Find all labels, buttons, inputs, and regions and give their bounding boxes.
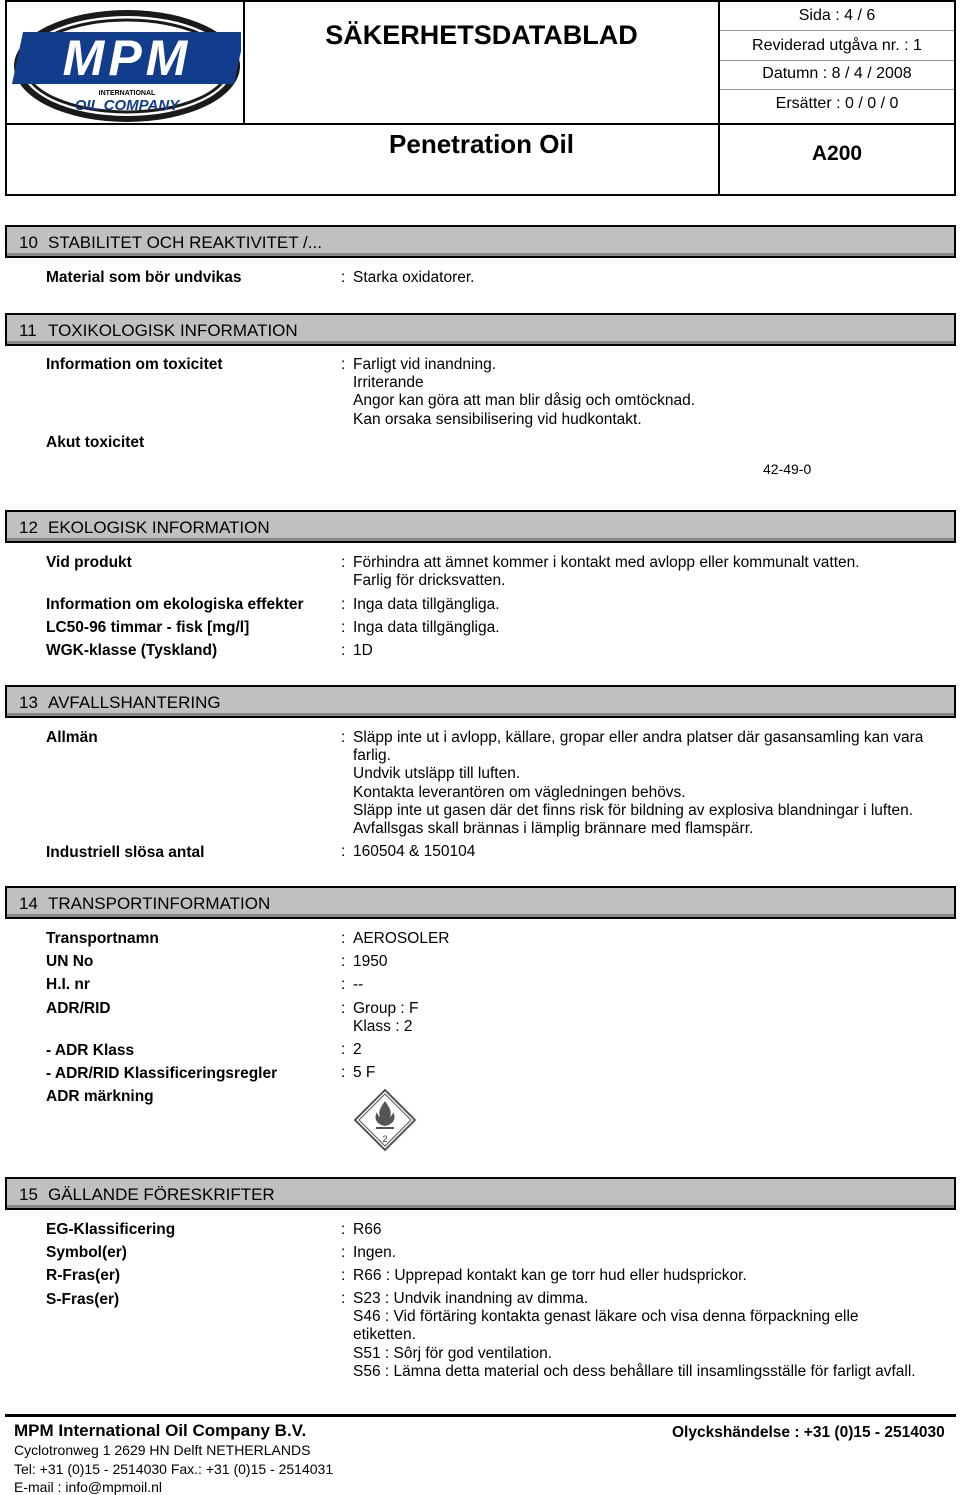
section-header-12 [5, 510, 956, 543]
colon: : [341, 930, 346, 947]
field-label: Transportnamn [46, 930, 159, 947]
footer-email: E-mail : info@mpmoil.nl [14, 1479, 163, 1495]
section-header-15 [5, 1177, 956, 1210]
field-value: R66 : Upprepad kontakt kan ge torr hud eller hudsprickor. [353, 1267, 747, 1284]
section-number: 13 [19, 693, 38, 712]
footer-emergency-phone: Olyckshändelse : +31 (0)15 - 2514030 [672, 1424, 945, 1441]
field-value: R66 [353, 1221, 382, 1238]
colon: : [341, 642, 346, 659]
section-title: EKOLOGISK INFORMATION [48, 518, 270, 537]
field-label: UN No [46, 953, 94, 970]
field-label: Industriell slösa antal [46, 844, 205, 861]
field-label: Akut toxicitet [46, 434, 145, 451]
field-value: Ingen. [353, 1244, 397, 1261]
colon: : [341, 1000, 346, 1017]
section-number: 14 [19, 894, 38, 913]
field-label: S-Fras(er) [46, 1291, 120, 1308]
colon: : [341, 843, 346, 860]
field-label: H.I. nr [46, 976, 90, 993]
footer-divider [5, 1414, 956, 1417]
footer-address: Cyclotronweg 1 2629 HN Delft NETHERLANDS [14, 1442, 311, 1458]
field-label: Information om ekologiska effekter [46, 596, 304, 613]
section-header-14 [5, 886, 956, 919]
revision-date: Datumn : 8 / 4 / 2008 [762, 65, 912, 82]
page-number: Sida : 4 / 6 [798, 7, 876, 24]
colon: : [341, 356, 346, 373]
field-label: EG-Klassificering [46, 1221, 176, 1238]
field-value: Group : F Klass : 2 [353, 1000, 419, 1036]
section-header-11 [5, 313, 956, 346]
field-label: Information om toxicitet [46, 356, 223, 373]
divider [720, 30, 954, 31]
field-label: R-Fras(er) [46, 1267, 121, 1284]
section-number: 11 [19, 321, 37, 340]
colon: : [341, 1244, 346, 1261]
field-label: ADR märkning [46, 1088, 154, 1105]
field-value: S23 : Undvik inandning av dimma. S46 : Vid förtäring kontakta genast läkare och visa denna förpackning elle etiketten. S51 : Sôrj för god ventilation. S56 : Lämna detta material och dess behållare till insamlingsställe för farligt avfall. [353, 1290, 916, 1380]
footer-company: MPM International Oil Company B.V. [14, 1421, 307, 1440]
field-value: -- [353, 976, 364, 993]
acute-toxicity-code: 42-49-0 [763, 461, 812, 477]
section-number: 15 [19, 1185, 38, 1204]
field-value: 1D [353, 642, 373, 659]
field-value: Förhindra att ämnet kommer i kontakt med avlopp eller kommunalt vatten. Farlig för dricksvatten. [353, 554, 860, 590]
field-value: Inga data tillgängliga. [353, 596, 500, 613]
colon: : [341, 269, 346, 286]
svg-text:2: 2 [382, 1134, 388, 1144]
section-title: GÄLLANDE FÖRESKRIFTER [48, 1185, 275, 1204]
field-value: AEROSOLER [353, 930, 450, 947]
section-title: TOXIKOLOGISK INFORMATION [48, 321, 298, 340]
colon: : [341, 1221, 346, 1238]
colon: : [341, 1041, 346, 1058]
logo-wordmark: MPM [62, 30, 192, 86]
section-title: STABILITET OCH REAKTIVITET /... [48, 233, 322, 252]
document-header [5, 0, 956, 196]
field-value: 1950 [353, 953, 388, 970]
field-value: 5 F [353, 1064, 376, 1081]
field-value: Inga data tillgängliga. [353, 619, 500, 636]
revision-number: Reviderad utgåva nr. : 1 [752, 37, 922, 54]
field-value: Släpp inte ut i avlopp, källare, gropar eller andra platser där gasansamling kan vara farlig. Undvik utsläpp till luften. Kontakta leverantören om vägledningen behövs. Släpp inte ut gasen där det finns risk för bildning av explosiva blandningar i luften. Avfallsgas skall brännas i lämplig brännare med flamspärr. [353, 729, 924, 838]
colon: : [341, 1064, 346, 1081]
field-value: Farligt vid inandning. Irriterande Angor kan göra att man blir dåsig och omtöcknad. Kan orsaka sensibilisering vid hudkontakt. [353, 356, 696, 428]
field-value: Starka oxidatorer. [353, 269, 475, 286]
document-title: SÄKERHETSDATABLAD [325, 20, 638, 50]
colon: : [341, 953, 346, 970]
footer-phone: Tel: +31 (0)15 - 2514030 Fax.: +31 (0)15 - 2514031 [14, 1461, 334, 1477]
divider [720, 89, 954, 90]
divider [7, 123, 954, 125]
colon: : [341, 1290, 346, 1307]
field-label: - ADR/RID Klassificeringsregler [46, 1065, 278, 1082]
flammable-gas-hazard-icon [353, 1088, 417, 1152]
field-label: ADR/RID [46, 1000, 111, 1017]
field-value: 160504 & 150104 [353, 843, 476, 860]
section-number: 10 [19, 233, 38, 252]
colon: : [341, 554, 346, 571]
colon: : [341, 976, 346, 993]
product-name: Penetration Oil [389, 129, 574, 159]
field-label: Vid produkt [46, 554, 132, 571]
section-title: TRANSPORTINFORMATION [48, 894, 271, 913]
logo-company: OIL COMPANY [74, 97, 180, 114]
field-label: - ADR Klass [46, 1042, 135, 1059]
field-label: WGK-klasse (Tyskland) [46, 642, 218, 659]
section-header-10 [5, 225, 956, 258]
section-title: AVFALLSHANTERING [48, 693, 221, 712]
field-label: Allmän [46, 729, 98, 746]
colon: : [341, 729, 346, 746]
section-number: 12 [19, 518, 38, 537]
field-label: LC50-96 timmar - fisk [mg/l] [46, 619, 250, 636]
colon: : [341, 1267, 346, 1284]
field-value: 2 [353, 1041, 362, 1058]
logo-international: INTERNATIONAL [98, 90, 156, 97]
field-label: Material som bör undvikas [46, 269, 242, 286]
field-label: Symbol(er) [46, 1244, 127, 1261]
divider [720, 60, 954, 61]
colon: : [341, 619, 346, 636]
section-header-13 [5, 685, 956, 718]
company-logo [9, 4, 241, 122]
replaces-date: Ersätter : 0 / 0 / 0 [775, 95, 899, 112]
product-code: A200 [811, 142, 863, 165]
colon: : [341, 596, 346, 613]
